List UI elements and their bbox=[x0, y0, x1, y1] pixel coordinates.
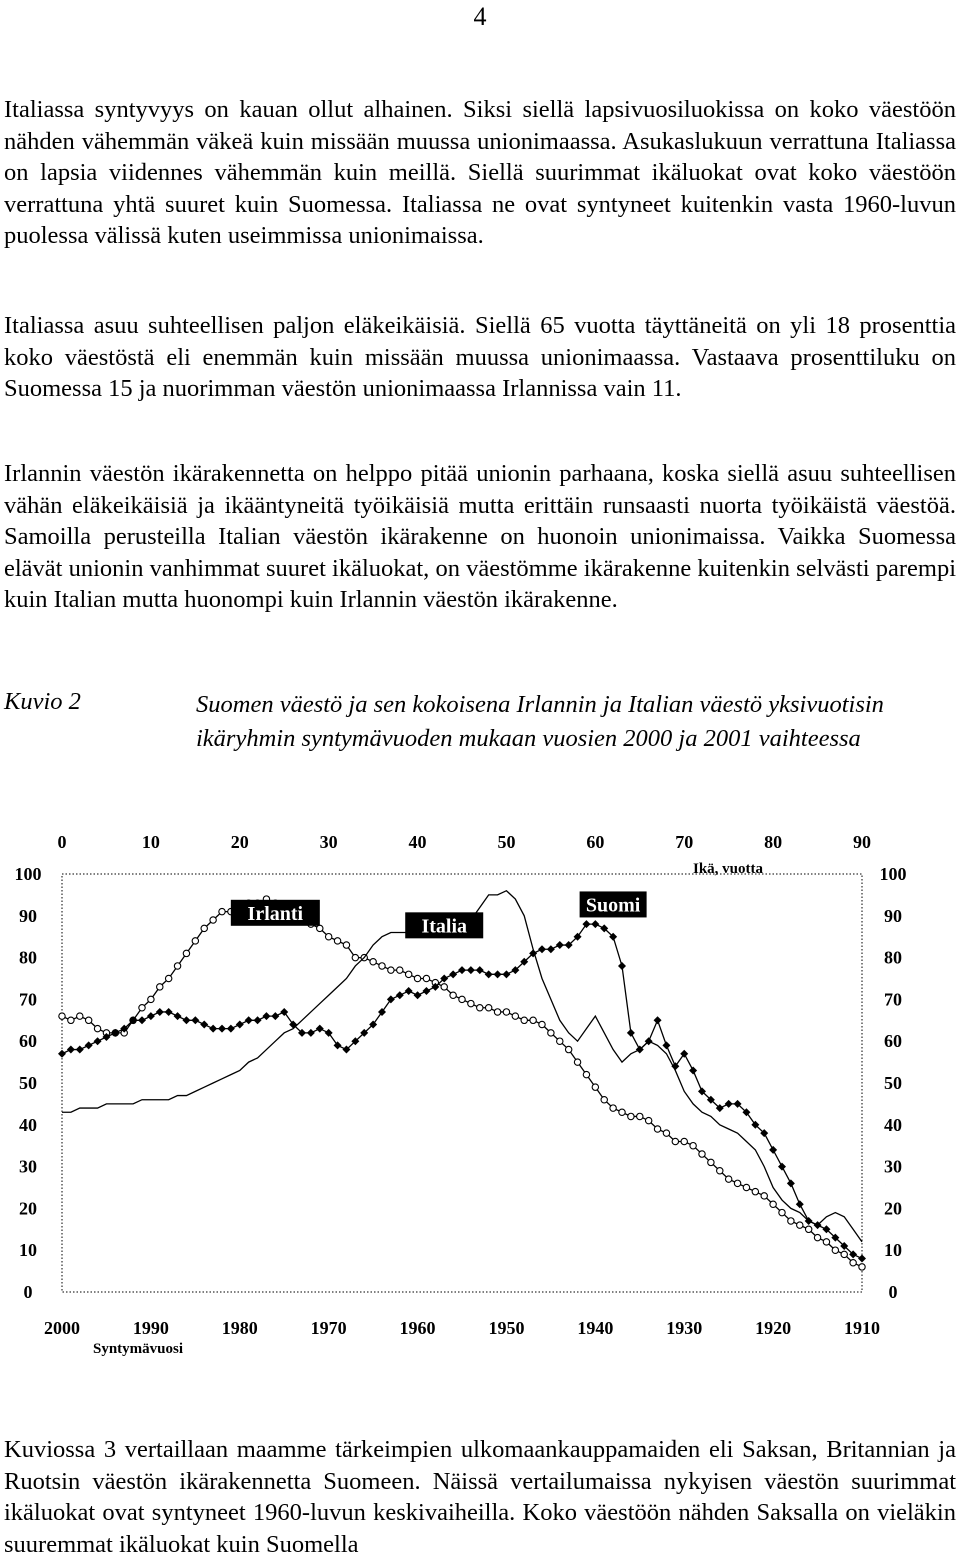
x-bottom-tick-label: 1950 bbox=[488, 1318, 525, 1338]
x-bottom-tick-label: 1980 bbox=[221, 1318, 258, 1338]
data-point-suomi bbox=[236, 1020, 244, 1028]
figure-label: Kuvio 2 bbox=[4, 688, 81, 715]
x-bottom-axis-title: Syntymävuosi bbox=[92, 1341, 184, 1357]
data-point-suomi bbox=[680, 1050, 688, 1058]
data-point-suomi bbox=[591, 920, 599, 928]
data-point-suomi bbox=[725, 1100, 733, 1108]
data-point-suomi bbox=[271, 1012, 279, 1020]
data-point-suomi bbox=[334, 1041, 342, 1049]
data-point-irlanti bbox=[548, 1030, 554, 1036]
data-point-irlanti bbox=[192, 938, 198, 944]
data-point-irlanti bbox=[530, 1017, 536, 1023]
data-point-suomi bbox=[325, 1029, 333, 1037]
y-left-tick-label: 90 bbox=[19, 905, 37, 926]
y-left-tick-label: 40 bbox=[19, 1114, 37, 1135]
data-point-suomi bbox=[467, 966, 475, 974]
y-left-tick-label: 70 bbox=[19, 989, 37, 1010]
data-point-suomi bbox=[174, 1012, 182, 1020]
data-point-suomi bbox=[396, 991, 404, 999]
data-point-irlanti bbox=[139, 1005, 145, 1011]
data-point-irlanti bbox=[468, 1000, 474, 1006]
data-point-suomi bbox=[111, 1029, 119, 1037]
data-point-suomi bbox=[494, 970, 502, 978]
data-point-suomi bbox=[582, 920, 590, 928]
x-top-tick-label: 10 bbox=[141, 832, 160, 852]
data-point-irlanti bbox=[814, 1234, 820, 1240]
data-point-irlanti bbox=[494, 1009, 500, 1015]
data-point-suomi bbox=[787, 1179, 795, 1187]
data-point-irlanti bbox=[734, 1180, 740, 1186]
data-point-suomi bbox=[662, 1041, 670, 1049]
data-point-suomi bbox=[858, 1255, 866, 1263]
data-point-irlanti bbox=[583, 1071, 589, 1077]
data-point-suomi bbox=[209, 1025, 217, 1033]
data-point-irlanti bbox=[477, 1005, 483, 1011]
data-point-irlanti bbox=[397, 967, 403, 973]
data-point-suomi bbox=[254, 1016, 262, 1024]
data-point-irlanti bbox=[325, 934, 331, 940]
data-point-irlanti bbox=[68, 1017, 74, 1023]
x-top-tick-label: 50 bbox=[497, 832, 516, 852]
y-right-tick-label: 90 bbox=[884, 905, 902, 926]
data-point-irlanti bbox=[148, 996, 154, 1002]
data-point-suomi bbox=[422, 987, 430, 995]
data-point-suomi bbox=[165, 1008, 173, 1016]
data-point-irlanti bbox=[592, 1084, 598, 1090]
data-point-irlanti bbox=[850, 1260, 856, 1266]
data-point-irlanti bbox=[628, 1113, 634, 1119]
series-line-italia bbox=[62, 891, 862, 1242]
data-point-suomi bbox=[227, 1025, 235, 1033]
data-point-suomi bbox=[502, 970, 510, 978]
series-label-irlanti: Irlanti bbox=[247, 902, 304, 925]
x-top-tick-label: 0 bbox=[57, 832, 67, 852]
data-point-irlanti bbox=[512, 1013, 518, 1019]
data-point-irlanti bbox=[725, 1176, 731, 1182]
data-point-irlanti bbox=[388, 967, 394, 973]
series-label-suomi: Suomi bbox=[585, 894, 641, 917]
y-right-tick-label: 40 bbox=[884, 1114, 902, 1135]
data-point-suomi bbox=[156, 1008, 164, 1016]
x-bottom-tick-label: 1960 bbox=[399, 1318, 436, 1338]
data-point-irlanti bbox=[681, 1138, 687, 1144]
y-right-tick-label: 50 bbox=[884, 1073, 902, 1093]
data-point-irlanti bbox=[610, 1105, 616, 1111]
x-top-tick-label: 60 bbox=[586, 832, 605, 852]
x-top-tick-label: 20 bbox=[230, 832, 249, 852]
data-point-irlanti bbox=[832, 1247, 838, 1253]
figure-caption: Suomen väestö ja sen kokoisena Irlannin ja Italian väestö yksivuotisin ikäryhmin syntymävuoden mukaan vuosien 2000 ja 2001 vaihteessa bbox=[196, 691, 884, 752]
data-point-irlanti bbox=[343, 942, 349, 948]
paragraph-trade-partners: Kuviossa 3 vertaillaan maamme tärkeimpien ulkomaankauppamaiden eli Saksan, Britannian ja Ruotsin väestön ikärakennetta Suomeen. Näissä vertailumaissa nykyisen väestön suurimmat ikäluokat ovat syntyneet 1960-luvun keskivaiheilla. Koko väestöön nähden Saksalla on vieläkin suuremmat ikäluokat kuin Suomella bbox=[4, 1436, 956, 1558]
data-point-suomi bbox=[405, 987, 413, 995]
data-point-suomi bbox=[538, 945, 546, 953]
data-point-suomi bbox=[85, 1041, 93, 1049]
data-point-irlanti bbox=[183, 950, 189, 956]
data-point-suomi bbox=[191, 1016, 199, 1024]
x-bottom-tick-label: 1920 bbox=[755, 1318, 792, 1338]
data-point-irlanti bbox=[174, 963, 180, 969]
data-point-suomi bbox=[769, 1146, 777, 1154]
data-point-suomi bbox=[138, 1016, 146, 1024]
data-point-suomi bbox=[654, 1016, 662, 1024]
y-left-tick-label: 20 bbox=[19, 1198, 37, 1219]
data-point-irlanti bbox=[485, 1005, 491, 1011]
data-point-irlanti bbox=[379, 963, 385, 969]
data-point-suomi bbox=[449, 970, 457, 978]
data-point-irlanti bbox=[841, 1251, 847, 1257]
data-point-irlanti bbox=[441, 984, 447, 990]
data-point-suomi bbox=[262, 1012, 270, 1020]
y-right-tick-label: 30 bbox=[884, 1156, 902, 1177]
data-point-irlanti bbox=[503, 1009, 509, 1015]
data-point-irlanti bbox=[797, 1222, 803, 1228]
data-point-suomi bbox=[485, 970, 493, 978]
data-point-irlanti bbox=[743, 1184, 749, 1190]
data-point-irlanti bbox=[788, 1218, 794, 1224]
data-point-irlanti bbox=[165, 975, 171, 981]
data-point-suomi bbox=[378, 1008, 386, 1016]
y-right-tick-label: 60 bbox=[884, 1031, 902, 1052]
data-point-irlanti bbox=[59, 1013, 65, 1019]
data-point-irlanti bbox=[699, 1151, 705, 1157]
x-top-tick-label: 40 bbox=[408, 832, 427, 852]
data-point-irlanti bbox=[423, 975, 429, 981]
series-line-suomi bbox=[62, 924, 862, 1258]
data-point-suomi bbox=[458, 966, 466, 974]
data-point-irlanti bbox=[805, 1226, 811, 1232]
data-point-irlanti bbox=[317, 925, 323, 931]
data-point-suomi bbox=[245, 1016, 253, 1024]
y-left-tick-label: 50 bbox=[19, 1073, 37, 1093]
data-point-suomi bbox=[200, 1020, 208, 1028]
data-point-irlanti bbox=[157, 984, 163, 990]
data-point-suomi bbox=[182, 1016, 190, 1024]
data-point-irlanti bbox=[859, 1264, 865, 1270]
data-point-irlanti bbox=[370, 959, 376, 965]
data-point-irlanti bbox=[654, 1126, 660, 1132]
page-number: 4 bbox=[473, 2, 487, 31]
y-left-tick-label: 0 bbox=[23, 1282, 33, 1302]
data-point-irlanti bbox=[645, 1117, 651, 1123]
x-bottom-tick-label: 1970 bbox=[310, 1318, 347, 1338]
data-point-irlanti bbox=[521, 1017, 527, 1023]
data-point-irlanti bbox=[574, 1059, 580, 1065]
population-age-chart bbox=[0, 820, 960, 1360]
data-point-irlanti bbox=[565, 1046, 571, 1052]
paragraph-italy-birthrate: Italiassa syntyvyys on kauan ollut alhainen. Siksi siellä lapsivuosiluokissa on koko väestöön nähden vähemmän väkeä kuin missään muussa unionimaassa. Asukaslukuun verrattuna Italiassa on lapsia viidennes vähemmän kuin meillä. Siellä suurimmat ikäluokat ovat koko väestöön verrattuna yhtä suuret kuin Suomessa. Italiassa ne ovat syntyneet kuitenkin vasta 1960-luvun puolessa välissä kuten useimmissa unionimaissa. bbox=[4, 96, 956, 249]
data-point-suomi bbox=[280, 1008, 288, 1016]
y-left-tick-label: 60 bbox=[19, 1031, 37, 1052]
y-left-tick-label: 30 bbox=[19, 1156, 37, 1177]
x-top-tick-label: 80 bbox=[764, 832, 783, 852]
paragraph-italy-pensioners: Italiassa asuu suhteellisen paljon eläkeikäisiä. Siellä 65 vuotta täyttäneitä on yli 18 prosenttia koko väestöstä eli enemmän kuin missään muussa unionimaassa. Vastaava prosenttiluku on Suomessa 15 ja nuorimman väestön unionimaassa Irlannissa vain 11. bbox=[4, 312, 956, 402]
data-point-irlanti bbox=[637, 1113, 643, 1119]
data-point-suomi bbox=[671, 1062, 679, 1070]
x-bottom-tick-label: 1930 bbox=[666, 1318, 703, 1338]
y-right-tick-label: 100 bbox=[879, 864, 907, 884]
data-point-suomi bbox=[476, 966, 484, 974]
data-point-irlanti bbox=[752, 1188, 758, 1194]
data-point-irlanti bbox=[672, 1138, 678, 1144]
data-point-suomi bbox=[147, 1012, 155, 1020]
data-point-irlanti bbox=[557, 1038, 563, 1044]
data-point-suomi bbox=[618, 962, 626, 970]
x-top-tick-label: 90 bbox=[853, 832, 871, 852]
data-point-irlanti bbox=[779, 1209, 785, 1215]
data-point-suomi bbox=[218, 1025, 226, 1033]
data-point-irlanti bbox=[717, 1168, 723, 1174]
data-point-irlanti bbox=[619, 1109, 625, 1115]
data-point-irlanti bbox=[334, 938, 340, 944]
data-point-irlanti bbox=[77, 1013, 83, 1019]
x-top-axis-title: Ikä, vuotta bbox=[692, 861, 764, 877]
series-label-italia: Italia bbox=[421, 915, 468, 938]
data-point-suomi bbox=[689, 1066, 697, 1074]
y-left-tick-label: 10 bbox=[19, 1240, 37, 1261]
y-right-tick-label: 70 bbox=[884, 989, 902, 1010]
y-right-tick-label: 80 bbox=[884, 947, 902, 968]
data-point-irlanti bbox=[414, 975, 420, 981]
data-point-suomi bbox=[58, 1050, 66, 1058]
data-point-irlanti bbox=[539, 1021, 545, 1027]
series-line-irlanti bbox=[62, 899, 862, 1267]
data-point-irlanti bbox=[210, 917, 216, 923]
data-point-suomi bbox=[387, 995, 395, 1003]
data-point-suomi bbox=[76, 1046, 84, 1054]
data-point-irlanti bbox=[450, 992, 456, 998]
data-point-suomi bbox=[94, 1037, 102, 1045]
data-point-irlanti bbox=[201, 925, 207, 931]
data-point-suomi bbox=[627, 1029, 635, 1037]
x-bottom-tick-label: 2000 bbox=[44, 1318, 80, 1338]
data-point-suomi bbox=[307, 1029, 315, 1037]
data-point-irlanti bbox=[690, 1143, 696, 1149]
y-left-tick-label: 80 bbox=[19, 947, 37, 968]
y-left-tick-label: 100 bbox=[14, 864, 42, 884]
data-point-irlanti bbox=[663, 1130, 669, 1136]
data-point-irlanti bbox=[459, 996, 465, 1002]
data-point-irlanti bbox=[405, 971, 411, 977]
data-point-suomi bbox=[556, 941, 564, 949]
data-point-irlanti bbox=[708, 1159, 714, 1165]
data-point-suomi bbox=[316, 1025, 324, 1033]
data-point-irlanti bbox=[823, 1239, 829, 1245]
y-right-tick-label: 0 bbox=[888, 1282, 898, 1302]
data-point-suomi bbox=[778, 1163, 786, 1171]
data-point-irlanti bbox=[94, 1025, 100, 1031]
data-point-suomi bbox=[67, 1046, 75, 1054]
data-point-irlanti bbox=[85, 1017, 91, 1023]
y-right-tick-label: 20 bbox=[884, 1198, 902, 1219]
x-bottom-tick-label: 1910 bbox=[844, 1318, 880, 1338]
data-point-irlanti bbox=[761, 1193, 767, 1199]
data-point-suomi bbox=[547, 945, 555, 953]
data-point-suomi bbox=[414, 991, 422, 999]
x-top-tick-label: 70 bbox=[675, 832, 694, 852]
x-top-tick-label: 30 bbox=[319, 832, 338, 852]
data-point-suomi bbox=[796, 1200, 804, 1208]
data-point-irlanti bbox=[219, 908, 225, 914]
x-bottom-tick-label: 1940 bbox=[577, 1318, 614, 1338]
data-point-irlanti bbox=[601, 1097, 607, 1103]
paragraph-age-structure-comparison: Irlannin väestön ikärakennetta on helppo pitää unionin parhaana, koska siellä asuu suhteellisen vähän eläkeikäisiä ja ikääntyneitä työikäisiä mutta erittäin runsaasti nuorta työikäistä väestöä. Samoilla perusteilla Italian väestön ikärakenne on huonoin unionimaissa. Vaikka Suomessa elävät unionin vanhimmat suuret ikäluokat, on väestömme ikärakenne kuitenkin selvästi parempi kuin Italian mutta huonompi kuin Irlannin väestön ikärakenne. bbox=[4, 460, 956, 613]
data-point-irlanti bbox=[352, 954, 358, 960]
data-point-irlanti bbox=[770, 1201, 776, 1207]
y-right-tick-label: 10 bbox=[884, 1240, 902, 1261]
x-bottom-tick-label: 1990 bbox=[132, 1318, 169, 1338]
